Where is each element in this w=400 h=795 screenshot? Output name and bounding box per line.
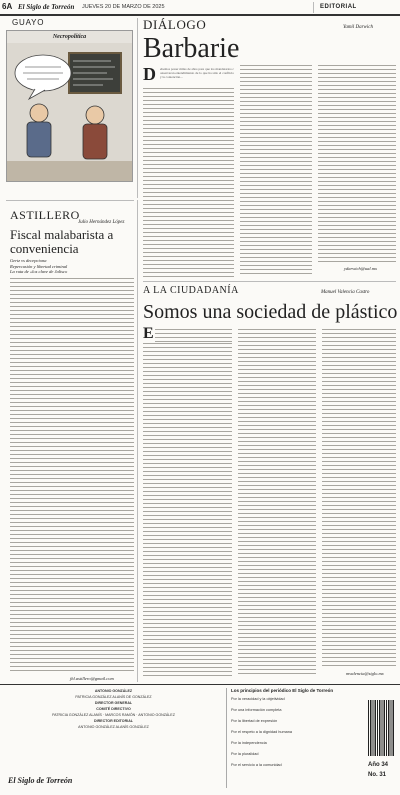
ciudadania-top-rule [143, 281, 396, 282]
footer-logo: El Siglo de Torreón [8, 776, 73, 785]
astillero-label: ASTILLERO [10, 208, 80, 222]
year-label: Año 34 [368, 762, 389, 768]
cartoon-illustration [7, 43, 132, 181]
astillero-subheads [10, 258, 134, 275]
astillero-subhead: Gertz vs decepciona [10, 258, 47, 263]
principle-item: Por la libertad de expresión [231, 719, 278, 723]
principle-item: Por la independencia [231, 741, 267, 745]
ciudadania-col1b-lines [143, 342, 232, 677]
dialogo-body-col1 [160, 67, 234, 85]
astillero-subhead: La ruta de «los clave de Jalisco [10, 269, 68, 274]
issue-number: No. 31 [368, 772, 387, 778]
column-divider-astillero [137, 200, 138, 682]
header-rule [0, 14, 400, 16]
dialogo-label: DIÁLOGO [143, 17, 207, 32]
dialogo-col1-lines [143, 87, 234, 277]
dialogo-closing: ydarwich@ual.mx [344, 266, 378, 271]
astillero-author: Julio Hernández López [78, 220, 125, 225]
astillero-subhead: Repercusión y libertad criminal [10, 263, 68, 269]
ciudadania-col3-lines [322, 328, 396, 668]
page-number: 6A [2, 2, 13, 11]
ciudadania-dropcap: E [143, 325, 154, 342]
principles-title: Los principios del periódico El Siglo de Torreón [231, 688, 334, 693]
principle-item: Por la pluralidad [231, 752, 259, 756]
principle-item: Por el servicio a la comunidad [231, 763, 282, 767]
directory-block [6, 688, 221, 772]
ciudadania-author: Manuel Valencia Castro [321, 290, 370, 295]
principle-item: Por la veracidad y la objetividad [231, 697, 285, 701]
directory-line: PATRICIA GONZÁLEZ ALANÍS · MARCOS RAMÓN · ANTONIO GONZÁLEZ [52, 713, 175, 717]
astillero-title: Fiscal malabarista a conveniencia [10, 227, 114, 256]
header-divider [313, 2, 314, 13]
directory-line: COMITÉ DIRECTIVO [96, 707, 131, 711]
directory-line: ANTONIO GONZÁLEZ [94, 689, 133, 693]
directory-line: ANTONIO GONZÁLEZ ALANÍS GONZÁLEZ [78, 725, 149, 729]
dialogo-col2-lines [240, 64, 312, 277]
dialogo-author: Yamil Darwich [343, 25, 373, 30]
column-divider-left [137, 18, 138, 198]
astillero-body-lines [10, 277, 134, 673]
header-date: JUEVES 20 DE MARZO DE 2025 [82, 4, 165, 10]
cartoon-frame [6, 30, 133, 182]
directory-line: DIRECTOR EDITORIAL [93, 719, 133, 723]
footer-rule [0, 684, 400, 685]
principles-box [226, 688, 367, 788]
ciudadania-col1-lines [155, 328, 232, 342]
directory-line: DIRECTOR GENERAL [94, 701, 133, 705]
section-title: EDITORIAL [320, 4, 357, 10]
page-header [0, 0, 400, 14]
masthead-small: El Siglo de Torreón [18, 3, 75, 11]
astillero-top-rule [6, 200, 134, 201]
ciudadania-label: A LA CIUDADANÍA [143, 285, 239, 296]
guayo-label: GUAYO [12, 18, 45, 27]
ciudadania-title: Somos una sociedad de plástico [143, 301, 398, 323]
dialogo-dropcap: D [143, 64, 156, 84]
cartoon-title: Necropolítica [52, 34, 87, 40]
dialogo-title: Barbarie [143, 33, 240, 64]
principle-item: Por el respeto a la dignidad humana [231, 730, 293, 734]
astillero-closing: jhl.astillero@gmail.com [70, 676, 114, 681]
dialogo-col3-lines [318, 64, 396, 264]
ciudadania-closing: mvalencia@siglo.mx [346, 671, 384, 676]
barcode [368, 700, 394, 756]
directory-line: PATRICIA GONZÁLEZ ALANÍS DE GONZÁLEZ [75, 695, 152, 699]
principle-item: Por una información completa [231, 708, 282, 712]
dialogo-lead: ebemos poner miles de años para que los mandatarios conservaran entendimiento de lo que ha sido el conflicto y la contención... [160, 67, 234, 79]
ciudadania-col2-lines [238, 328, 316, 677]
